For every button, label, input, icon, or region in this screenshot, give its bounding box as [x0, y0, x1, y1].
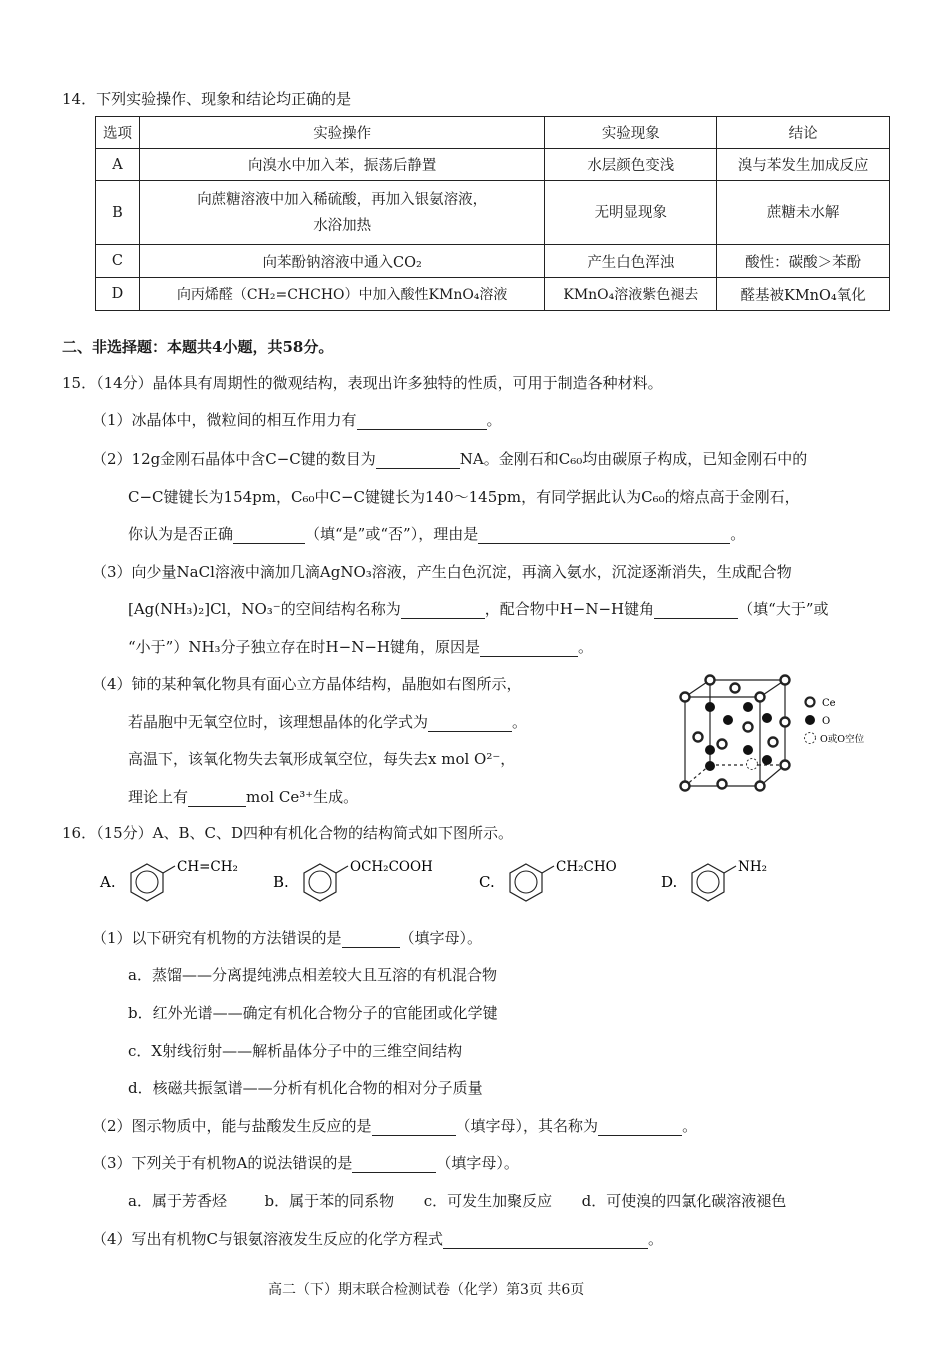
- structure-formulas: [95, 852, 835, 912]
- answer-blank[interactable]: [401, 602, 485, 619]
- q15-part3-line3: [128, 636, 593, 657]
- row-operation: 向丙烯醛（CH₂=CHCHO）中加入酸性KMnO₄溶液: [139, 278, 544, 311]
- q15-part4-line4: [128, 786, 358, 807]
- row-phenomenon: 无明显现象: [545, 181, 717, 245]
- answer-blank[interactable]: [428, 715, 512, 732]
- header-operation: 实验操作: [139, 117, 544, 149]
- q16-p1-option-b: b．红外光谱——确定有机化合物分子的官能团或化学键: [128, 1004, 498, 1022]
- structure-d-group: NH₂: [738, 859, 767, 875]
- q15-part2-line2: C−C键键长为154pm，C₆₀中C−C键键长为140～145pm，有同学据此认为C₆₀的熔点高于金刚石，: [128, 488, 800, 506]
- legend-vacancy-icon: [805, 733, 816, 744]
- q15-part3-line2: [128, 598, 829, 619]
- punct: 。: [648, 1230, 664, 1248]
- q16-part4: [92, 1228, 663, 1249]
- row-conclusion: 酸性：碳酸＞苯酚: [717, 245, 890, 278]
- header-phenomenon: 实验现象: [545, 117, 717, 149]
- q16-p1-text: （1）以下研究有机物的方法错误的是: [92, 929, 342, 947]
- row-option: C: [96, 245, 140, 278]
- header-option: 选项: [96, 117, 140, 149]
- answer-blank[interactable]: [480, 640, 578, 657]
- q15-part3-line1: （3）向少量NaCl溶液中滴加几滴AgNO₃溶液，产生白色沉淀，再滴入氨水，沉淀逐渐消失，生成配合物: [92, 563, 792, 581]
- structure-c-label: C.: [479, 873, 495, 891]
- answer-blank[interactable]: [654, 602, 738, 619]
- q16-p4-text: （4）写出有机物C与银氨溶液发生反应的化学方程式: [92, 1230, 444, 1248]
- q16-part1: [92, 927, 482, 948]
- row-phenomenon: 水层颜色变浅: [545, 149, 717, 181]
- page-footer: 高二（下）期末联合检测试卷（化学）第3页 共6页: [268, 1282, 585, 1298]
- section-heading: 二、非选择题：本题共4小题，共58分。: [62, 338, 334, 356]
- q16-p2-text2: （填字母），其名称为: [455, 1117, 599, 1135]
- q15-p3b-text: [Ag(NH₃)₂]Cl，NO₃⁻的空间结构名称为: [128, 600, 401, 618]
- punct: 。: [730, 525, 746, 543]
- row-conclusion: 醛基被KMnO₄氧化: [717, 278, 890, 311]
- q16-p3-option-b: b．属于苯的同系物: [264, 1192, 395, 1210]
- header-conclusion: 结论: [717, 117, 890, 149]
- q16-p3-options: [128, 1190, 786, 1211]
- punct: 。: [512, 713, 528, 731]
- q15-p2-text2: NA。金刚石和C₆₀均由碳原子构成，已知金刚石中的: [459, 450, 808, 468]
- row-phenomenon: KMnO₄溶液紫色褪去: [545, 278, 717, 311]
- q16-p1-option-c: c．X射线衍射——解析晶体分子中的三维空间结构: [128, 1042, 463, 1060]
- structure-b-group: OCH₂COOH: [350, 859, 433, 875]
- q15-part1: [92, 409, 502, 430]
- q15-p4d-text: 理论上有: [128, 788, 189, 806]
- q16-p1-option-a: a．蒸馏——分离提纯沸点相差较大且互溶的有机混合物: [128, 966, 497, 984]
- legend-o-label: O: [822, 716, 831, 727]
- row-operation: 向溴水中加入苯，振荡后静置: [139, 149, 544, 181]
- row-option: B: [96, 181, 140, 245]
- q15-p3b-text2: ，配合物中H−N−H键角: [484, 600, 655, 618]
- q15-p3c-text: “小于”）NH₃分子独立存在时H−N−H键角，原因是: [128, 638, 480, 656]
- structure-b-label: B.: [273, 873, 289, 891]
- q15-part4-line1: （4）铈的某种氧化物具有面心立方晶体结构，晶胞如右图所示，: [92, 675, 522, 693]
- q16-part3: [92, 1152, 519, 1173]
- answer-blank[interactable]: [478, 527, 730, 544]
- row-conclusion: 溴与苯发生加成反应: [717, 149, 890, 181]
- legend-ce-label: Ce: [822, 698, 836, 709]
- row-operation: [139, 181, 544, 245]
- q16-part2: [92, 1115, 697, 1136]
- table-row: [96, 181, 890, 245]
- q15-stem: 15．（14分）晶体具有周期性的微观结构，表现出许多独特的性质，可用于制造各种材料。: [62, 374, 663, 392]
- q15-p1-text: （1）冰晶体中，微粒间的相互作用力有: [92, 411, 357, 429]
- legend-ce-icon: [806, 698, 815, 707]
- answer-blank[interactable]: [598, 1119, 682, 1136]
- answer-blank[interactable]: [372, 1119, 456, 1136]
- q16-p3-text: （3）下列关于有机物A的说法错误的是: [92, 1154, 353, 1172]
- crystal-cell-figure: [670, 672, 890, 802]
- answer-blank[interactable]: [376, 452, 460, 469]
- table-row: [96, 278, 890, 311]
- row-operation: 向苯酚钠溶液中通入CO₂: [139, 245, 544, 278]
- q15-p2c-text2: （填“是”或“否”），理由是: [305, 525, 479, 543]
- q15-p4d-text2: mol Ce³⁺生成。: [246, 788, 359, 806]
- row-phenomenon: 产生白色浑浊: [545, 245, 717, 278]
- q16-stem: 16．（15分）A、B、C、D四种有机化合物的结构简式如下图所示。: [62, 824, 514, 842]
- q14-table: [95, 116, 890, 311]
- legend-vacancy-label: O或O空位: [820, 734, 865, 745]
- answer-blank[interactable]: [233, 527, 305, 544]
- q15-part4-line2: [128, 711, 527, 732]
- structure-b: [273, 859, 433, 901]
- structure-d-label: D.: [661, 873, 678, 891]
- structure-a-label: A.: [100, 873, 116, 891]
- q15-part2-line1: [92, 448, 807, 469]
- punct: 。: [682, 1117, 698, 1135]
- answer-blank[interactable]: [342, 931, 400, 948]
- row-conclusion: 蔗糖未水解: [717, 181, 890, 245]
- punct: （填字母）。: [436, 1154, 519, 1172]
- q14-stem: 14．下列实验操作、现象和结论均正确的是: [62, 90, 352, 108]
- punct: （填字母）。: [399, 929, 483, 947]
- q16-p3-option-d: d．可使溴的四氯化碳溶液褪色: [581, 1192, 787, 1210]
- row-operation-line2: 水浴加热: [313, 217, 372, 234]
- structure-a: [99, 859, 238, 901]
- structure-c-group: CH₂CHO: [556, 859, 617, 875]
- answer-blank[interactable]: [357, 413, 487, 430]
- table-row: [96, 149, 890, 181]
- q15-p2-text: （2）12g金刚石晶体中含C−C键的数目为: [92, 450, 376, 468]
- q16-p2-text: （2）图示物质中，能与盐酸发生反应的是: [92, 1117, 372, 1135]
- q15-part4-line3: 高温下，该氧化物失去氧形成氧空位，每失去x mol O²⁻，: [128, 750, 516, 768]
- o-atoms: [705, 702, 772, 771]
- structure-d: [661, 859, 767, 901]
- o-vacancy-site: [747, 759, 758, 770]
- q15-p2c-text: 你认为是否正确: [128, 525, 234, 543]
- punct: 。: [577, 638, 593, 656]
- q15-p4b-text: 若晶胞中无氧空位时，该理想晶体的化学式为: [128, 713, 429, 731]
- q15-p3b-text3: （填“大于”或: [738, 600, 829, 618]
- table-row: [96, 245, 890, 278]
- row-option: D: [96, 278, 140, 311]
- q16-p3-option-c: c．可发生加聚反应: [423, 1192, 553, 1210]
- answer-blank[interactable]: [352, 1156, 436, 1173]
- row-operation-line1: 向蔗糖溶液中加入稀硫酸，再加入银氨溶液，: [197, 191, 488, 208]
- row-option: A: [96, 149, 140, 181]
- q15-part2-line3: [128, 523, 745, 544]
- answer-blank[interactable]: [443, 1232, 648, 1249]
- q16-p3-option-a: a．属于芳香烃: [128, 1192, 227, 1210]
- answer-blank[interactable]: [188, 790, 246, 807]
- ce-atoms: [681, 676, 790, 791]
- q16-p1-option-d: d．核磁共振氢谱——分析有机化合物的相对分子质量: [128, 1079, 483, 1097]
- structure-c: [479, 859, 617, 901]
- punct: 。: [486, 411, 502, 429]
- structure-a-group: CH=CH₂: [177, 859, 238, 875]
- legend-o-icon: [805, 715, 815, 725]
